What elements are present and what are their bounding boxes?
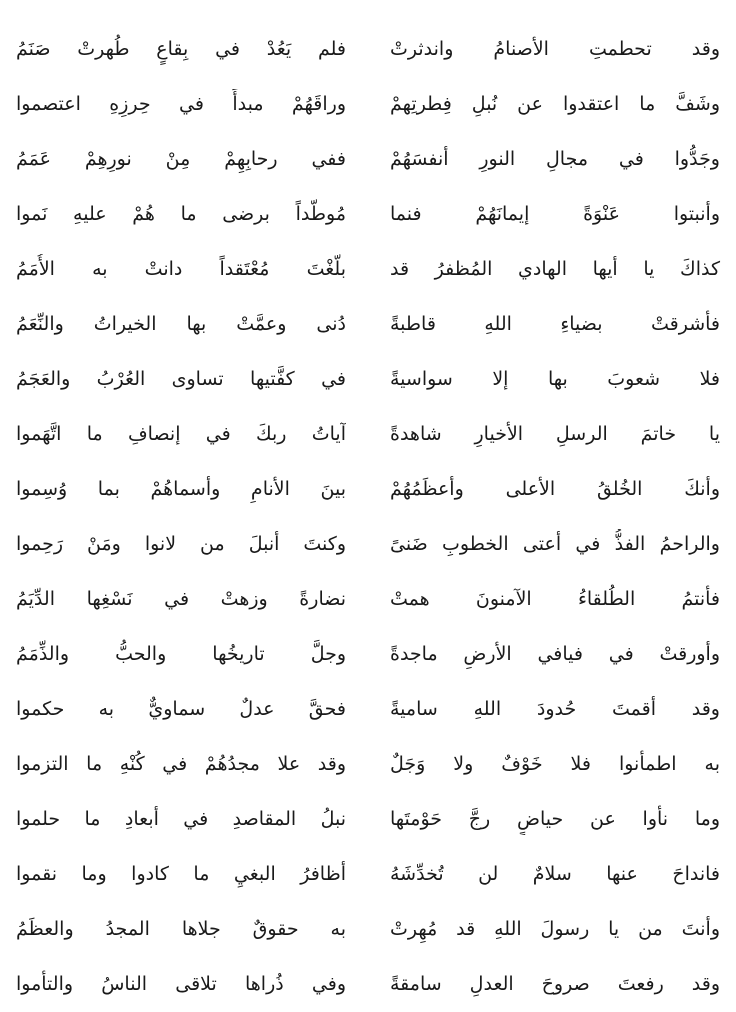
verse-first-hemistich: يا خاتمَ الرسلِ الأخيارِ شاهدةً: [390, 423, 720, 446]
verse-first-hemistich: فأنتمُ الطُلقاءُ الآمنونَ همتْ: [390, 588, 720, 611]
verse-first-hemistich: وأنكَ الخُلقُ الأعلى وأعظَمُهُمْ: [390, 478, 720, 501]
verse-first-hemistich: وقد تحطمتِ الأصنامُ واندثرتْ: [390, 38, 720, 61]
poem-body: [10, 22, 726, 1012]
verse-first-hemistich: وأنتَ من يا رسولَ اللهِ قد مُهِرتْ: [390, 918, 720, 941]
verse-line: [10, 957, 726, 1012]
verse-line: [10, 187, 726, 242]
verse-second-hemistich: فحقَّ عدلٌ سماويٌّ به حكموا: [16, 698, 346, 721]
verse-second-hemistich: نبلُ المقاصدِ في أبعادِ ما حلموا: [16, 808, 346, 831]
verse-line: [10, 352, 726, 407]
verse-second-hemistich: بلَّغْتَ مُعْتَقداً دانتْ به الأُمَمُ: [16, 258, 346, 281]
verse-first-hemistich: وشَفَّ ما اعتقدوا عن نُبلِ فِطرتِهمْ: [390, 93, 720, 116]
verse-first-hemistich: وأورقتْ في فيافي الأرضِ ماجدةً: [390, 643, 720, 666]
verse-line: [10, 407, 726, 462]
verse-second-hemistich: نضارةً وزهتْ في نَسْغِها الدِّيَمُ: [16, 588, 346, 611]
verse-line: [10, 22, 726, 77]
verse-second-hemistich: وراقَهُمْ مبدأً في حِرزِهِ اعتصموا: [16, 93, 346, 116]
verse-line: [10, 132, 726, 187]
verse-first-hemistich: وقد أقمتَ حُدودَ اللهِ ساميةً: [390, 698, 720, 721]
verse-line: [10, 902, 726, 957]
verse-line: [10, 77, 726, 132]
verse-line: [10, 682, 726, 737]
verse-line: [10, 627, 726, 682]
verse-second-hemistich: بينَ الأنامِ وأسماهُمْ بما وُسِموا: [16, 478, 346, 501]
verse-line: [10, 737, 726, 792]
verse-second-hemistich: في كفَّتيها تساوى العُرْبُ والعَجَمُ: [16, 368, 346, 391]
verse-line: [10, 847, 726, 902]
verse-line: [10, 792, 726, 847]
verse-second-hemistich: فلم يَعُدْ في بِقاعٍ طُهرتْ صَنَمُ: [16, 38, 346, 61]
verse-first-hemistich: فلا شعوبَ بها إلا سواسيةً: [390, 368, 720, 391]
verse-second-hemistich: آياتُ ربكَ في إنصافِ ما اتَّهَموا: [16, 423, 346, 446]
verse-second-hemistich: أظافرُ البغيِ ما كادوا وما نقموا: [16, 863, 346, 886]
verse-second-hemistich: مُوطَّداً برضى ما هُمْ عليهِ نَموا: [16, 203, 346, 226]
verse-first-hemistich: والراحمُ الفذُّ في أعتى الخطوبِ ضَنىً: [390, 533, 720, 556]
verse-line: [10, 517, 726, 572]
verse-first-hemistich: وقد رفعتَ صروحَ العدلِ سامقةً: [390, 973, 720, 996]
verse-second-hemistich: وكنتَ أنبلَ من لانوا ومَنْ رَحِموا: [16, 533, 346, 556]
verse-second-hemistich: ففي رحابِهِمْ مِنْ نورِهِمْ عَمَمُ: [16, 148, 346, 171]
verse-first-hemistich: به اطمأنوا فلا خَوْفٌ ولا وَجَلٌ: [390, 753, 720, 776]
verse-line: [10, 242, 726, 297]
verse-first-hemistich: وما نأوا عن حياضٍ رجَّ حَوْمتَها: [390, 808, 720, 831]
verse-first-hemistich: كذاكَ يا أيها الهادي المُظفرُ قد: [390, 258, 720, 281]
verse-second-hemistich: وفي ذُراها تلاقى الناسُ والتأموا: [16, 973, 346, 996]
verse-second-hemistich: دُنى وعمَّتْ بها الخيراتُ والنِّعَمُ: [16, 313, 346, 336]
verse-first-hemistich: فانداحَ عنها سلامٌ لن تُخدِّشَهُ: [390, 863, 720, 886]
verse-first-hemistich: وأنبتوا عَنْوَةً إيمانَهُمْ فنما: [390, 203, 720, 226]
verse-line: [10, 297, 726, 352]
verse-second-hemistich: وقد علا مجدُهُمْ في كُنْهِ ما التزموا: [16, 753, 346, 776]
verse-first-hemistich: فأشرقتْ بضياءِ اللهِ قاطبةً: [390, 313, 720, 336]
verse-line: [10, 462, 726, 517]
verse-first-hemistich: وجَدُّوا في مجالِ النورِ أنفسَهُمْ: [390, 148, 720, 171]
verse-line: [10, 572, 726, 627]
verse-second-hemistich: وجلَّ تاريخُها والحبُّ والذِّمَمُ: [16, 643, 346, 666]
verse-second-hemistich: به حقوقٌ جلاها المجدُ والعظَمُ: [16, 918, 346, 941]
